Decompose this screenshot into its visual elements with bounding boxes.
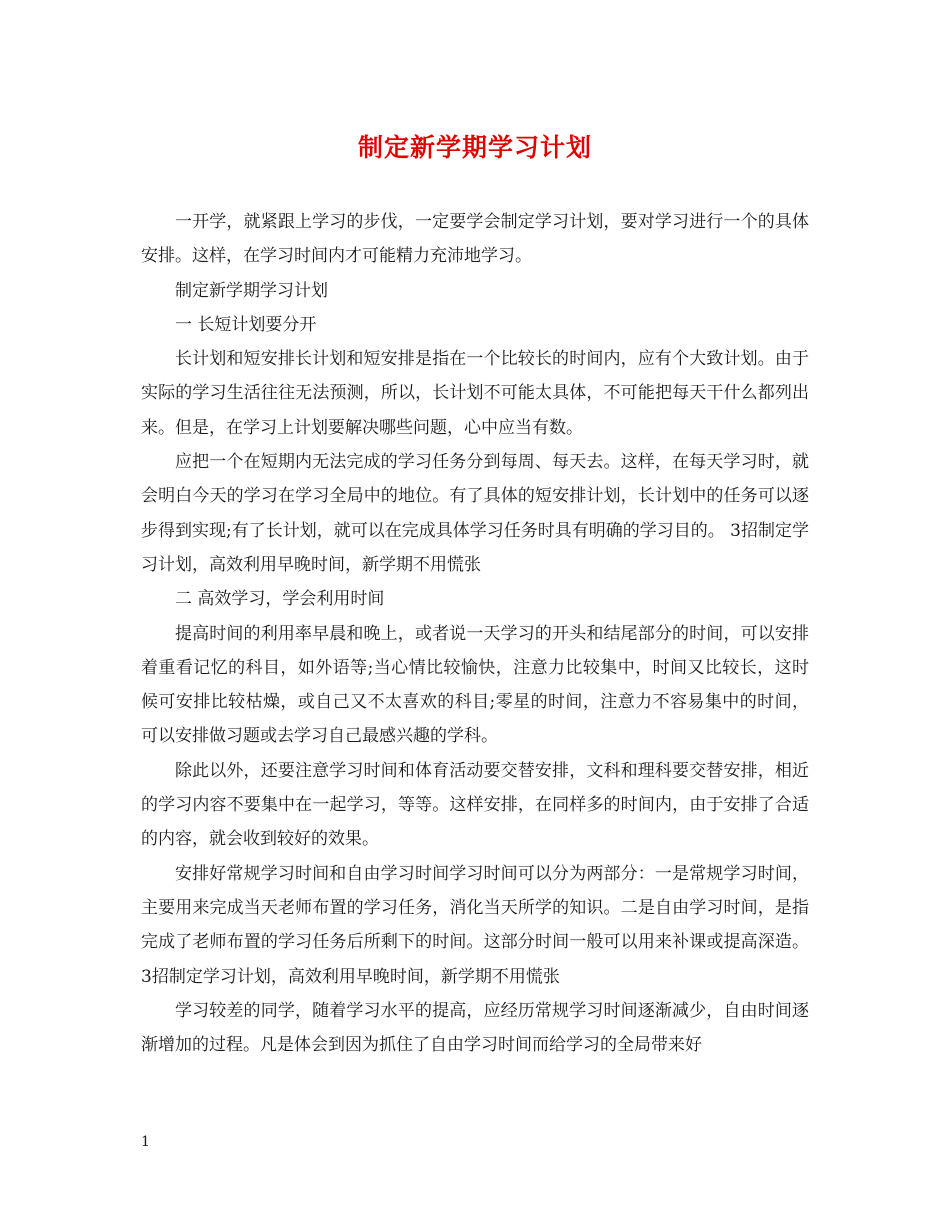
paragraph-short-plan: 应把一个在短期内无法完成的学习任务分到每周、每天去。这样，在每天学习时，就会明白今天的学习在学习全局中的地位。有了具体的短安排计划，长计划中的任务可以逐步得到实现;有了长计划，就可以在完成具体学习任务时具有明确的学习目的。 3招制定学习计划，高效利用早晚时间，新学期不用慌张 xyxy=(141,452,809,575)
section-heading-2: 二 高效学习，学会利用时间 xyxy=(175,589,385,610)
document-title: 制定新学期学习计划 xyxy=(357,133,592,162)
paragraph-alternation: 除此以外，还要注意学习时间和体育活动要交替安排，文科和理科要交替安排，相近的学习内容不要集中在一起学习，等等。这样安排，在同样多的时间内，由于安排了合适的内容，就会收到较好的效果。 xyxy=(141,760,809,850)
paragraph-regular-free-time: 安排好常规学习时间和自由学习时间学习时间可以分为两部分：一是常规学习时间，主要用来完成当天老师布置的学习任务，消化当天所学的知识。二是自由学习时间，是指完成了老师布置的学习任务后所剩下的时间。这部分时间一般可以用来补课或提高深造。3招制定学习计划，高效利用早晚时间，新学期不用慌张 xyxy=(141,863,809,987)
paragraph-time-usage: 提高时间的利用率早晨和晚上，或者说一天学习的开头和结尾部分的时间，可以安排着重看记忆的科目，如外语等;当心情比较愉快，注意力比较集中，时间又比较长，这时候可安排比较枯燥，或自己又不太喜欢的科目;零星的时间，注意力不容易集中的时间，可以安排做习题或去学习自己最感兴趣的学科。 xyxy=(141,623,809,747)
section-heading-1: 一 长短计划要分开 xyxy=(175,314,317,335)
paragraph-intro: 一开学，就紧跟上学习的步伐，一定要学会制定学习计划，要对学习进行一个的具体安排。这样，在学习时间内才可能精力充沛地学习。 xyxy=(141,212,809,267)
paragraph-subtitle: 制定新学期学习计划 xyxy=(175,280,328,301)
paragraph-long-plan: 长计划和短安排长计划和短安排是指在一个比较长的时间内，应有个大致计划。由于实际的学习生活往往无法预测，所以，长计划不可能太具体，不可能把每天干什么都列出来。但是，在学习上计划要解决哪些问题，心中应当有数。 xyxy=(141,349,809,438)
document-body xyxy=(141,205,809,1062)
paragraph-weaker-students: 学习较差的同学，随着学习水平的提高，应经历常规学习时间逐渐减少，自由时间逐渐增加的过程。凡是体会到因为抓住了自由学习时间而给学习的全局带来好 xyxy=(141,1000,809,1056)
page-number: 1 xyxy=(141,1134,150,1150)
